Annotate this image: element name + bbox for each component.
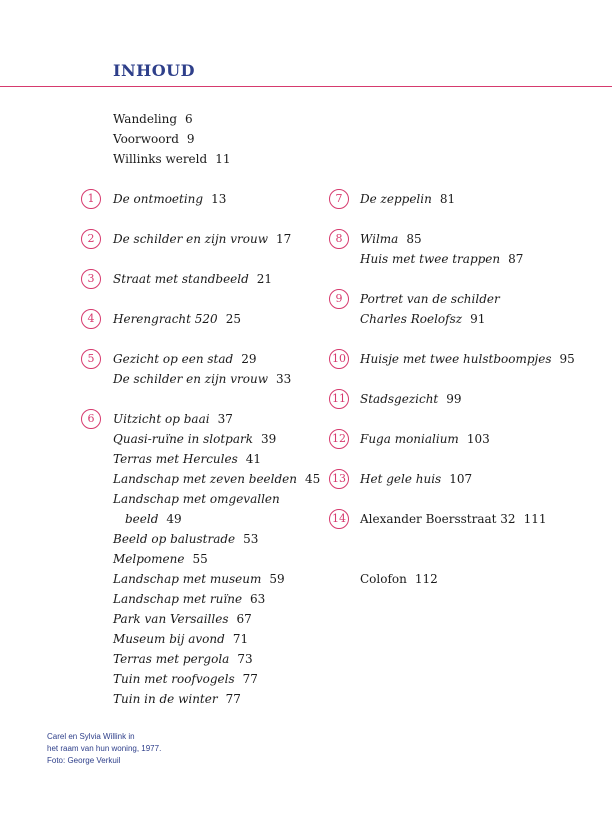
toc-entry[interactable]: [113, 569, 285, 589]
chapter-number-badge: 5: [81, 349, 101, 369]
toc-entry[interactable]: [113, 109, 193, 129]
entry-title: Beeld op balustrade: [113, 532, 236, 546]
entry-title: Straat met standbeeld: [113, 272, 249, 286]
entry-title: Fuga monialium: [360, 432, 459, 446]
toc-entry[interactable]: [113, 589, 265, 609]
caption-line: het raam van hun woning, 1977.: [47, 744, 162, 753]
entry-title: De zeppelin: [360, 192, 432, 206]
entry-page-number: 99: [446, 392, 462, 406]
entry-title: Voorwoord: [113, 132, 179, 146]
entry-page-number: 11: [215, 152, 231, 166]
entry-title: De schilder en zijn vrouw: [113, 232, 268, 246]
chapter-number-badge: 1: [81, 189, 101, 209]
entry-page-number: 13: [211, 192, 227, 206]
entry-title: Uitzicht op baai: [113, 412, 210, 426]
entry-page-number: 63: [250, 592, 266, 606]
entry-title: Landschap met zeven beelden: [113, 472, 297, 486]
entry-title: Terras met pergola: [113, 652, 230, 666]
entry-page-number: 67: [236, 612, 252, 626]
toc-entry[interactable]: [360, 189, 455, 209]
entry-page-number: 91: [470, 312, 486, 326]
entry-page-number: 103: [466, 432, 490, 446]
toc-entry[interactable]: [113, 609, 252, 629]
toc-entry[interactable]: [360, 249, 523, 269]
toc-entry[interactable]: [113, 549, 208, 569]
toc-entry[interactable]: [113, 129, 195, 149]
entry-page-number: 41: [245, 452, 262, 466]
entry-title: Wilma: [360, 232, 399, 246]
entry-title: Charles Roelofsz: [360, 312, 463, 326]
entry-page-number: 39: [261, 432, 277, 446]
entry-title: Alexander Boersstraat 32: [360, 512, 516, 526]
entry-title: De ontmoeting: [113, 192, 204, 206]
entry-title: Landschap met ruïne: [113, 592, 243, 606]
chapter-number-badge: 3: [81, 269, 101, 289]
toc-entry[interactable]: [113, 189, 226, 209]
chapter-number-badge: 9: [329, 289, 349, 309]
entry-page-number: 59: [269, 572, 285, 586]
toc-entry[interactable]: [113, 269, 272, 289]
page-title: INHOUD: [113, 61, 195, 80]
entry-page-number: 107: [449, 472, 473, 486]
toc-entry[interactable]: [360, 349, 575, 369]
entry-page-number: 81: [439, 192, 456, 206]
entry-page-number: 29: [241, 352, 257, 366]
toc-entry[interactable]: [360, 229, 422, 249]
entry-title: Colofon: [360, 572, 407, 586]
toc-entry[interactable]: [360, 509, 546, 529]
toc-entry[interactable]: [113, 229, 291, 249]
toc-entry[interactable]: [113, 649, 253, 669]
entry-title: Herengracht 520: [113, 312, 218, 326]
entry-title: Tuin in de winter: [113, 692, 218, 706]
entry-title: Huis met twee trappen: [360, 252, 501, 266]
toc-entry[interactable]: [113, 469, 320, 489]
entry-title: Willinks wereld: [113, 152, 208, 166]
entry-page-number: 53: [243, 532, 259, 546]
toc-entry[interactable]: [113, 369, 291, 389]
chapter-number-badge: 13: [329, 469, 349, 489]
entry-page-number: 17: [275, 232, 292, 246]
entry-page-number: 49: [166, 512, 182, 526]
chapter-number-badge: 12: [329, 429, 349, 449]
entry-title: De schilder en zijn vrouw: [113, 372, 268, 386]
entry-title: Portret van de schilder: [360, 292, 500, 306]
entry-page-number: 77: [242, 672, 258, 686]
entry-page-number: 73: [237, 652, 253, 666]
entry-page-number: 87: [508, 252, 524, 266]
header-rule: [0, 86, 612, 87]
entry-title: Stadsgezicht: [360, 392, 439, 406]
entry-title: beeld: [125, 512, 159, 526]
toc-entry[interactable]: [113, 149, 230, 169]
entry-page-number: 112: [414, 572, 438, 586]
chapter-number-badge: 6: [81, 409, 101, 429]
caption-line: Carel en Sylvia Willink in: [47, 732, 135, 741]
toc-entry[interactable]: [113, 489, 280, 509]
toc-entry[interactable]: [125, 509, 182, 529]
toc-entry[interactable]: [360, 309, 485, 329]
chapter-number-badge: 2: [81, 229, 101, 249]
toc-entry[interactable]: [360, 289, 500, 309]
chapter-number-badge: 7: [329, 189, 349, 209]
entry-title: Tuin met roofvogels: [113, 672, 235, 686]
entry-title: Museum bij avond: [113, 632, 225, 646]
entry-title: Landschap met omgevallen: [113, 492, 280, 506]
toc-entry[interactable]: [113, 409, 233, 429]
entry-page-number: 45: [305, 472, 321, 486]
entry-page-number: 33: [275, 372, 292, 386]
toc-entry[interactable]: [360, 569, 438, 589]
entry-page-number: 21: [256, 272, 273, 286]
chapter-number-badge: 10: [329, 349, 349, 369]
chapter-number-badge: 11: [329, 389, 349, 409]
toc-entry[interactable]: [360, 389, 462, 409]
entry-page-number: 77: [225, 692, 241, 706]
entry-page-number: 25: [225, 312, 241, 326]
entry-page-number: 9: [186, 132, 195, 146]
entry-title: Huisje met twee hulstboompjes: [360, 352, 552, 366]
toc-entry[interactable]: [113, 629, 248, 649]
entry-title: Park van Versailles: [113, 612, 229, 626]
entry-title: Wandeling: [113, 112, 178, 126]
toc-entry[interactable]: [113, 429, 276, 449]
entry-title: Terras met Hercules: [113, 452, 238, 466]
chapter-number-badge: 8: [329, 229, 349, 249]
entry-title: Gezicht op een stad: [113, 352, 234, 366]
toc-entry[interactable]: [360, 429, 490, 449]
entry-page-number: 37: [217, 412, 233, 426]
entry-page-number: 95: [559, 352, 575, 366]
toc-entry[interactable]: [113, 689, 241, 709]
entry-title: Het gele huis: [360, 472, 442, 486]
entry-page-number: 6: [185, 112, 193, 126]
entry-page-number: 71: [232, 632, 249, 646]
toc-entry[interactable]: [113, 669, 258, 689]
entry-title: Quasi-ruïne in slotpark: [113, 432, 253, 446]
entry-page-number: 85: [406, 232, 422, 246]
caption-line: Foto: George Verkuil: [47, 756, 121, 765]
toc-entry[interactable]: [113, 309, 241, 329]
entry-page-number: 111: [523, 512, 547, 526]
toc-entry[interactable]: [113, 349, 257, 369]
entry-title: Landschap met museum: [113, 572, 262, 586]
photo-caption: [47, 731, 161, 767]
toc-entry[interactable]: [113, 449, 261, 469]
toc-entry[interactable]: [360, 469, 472, 489]
toc-entry[interactable]: [113, 529, 258, 549]
entry-page-number: 55: [192, 552, 208, 566]
entry-title: Melpomene: [113, 552, 185, 566]
chapter-number-badge: 4: [81, 309, 101, 329]
chapter-number-badge: 14: [329, 509, 349, 529]
